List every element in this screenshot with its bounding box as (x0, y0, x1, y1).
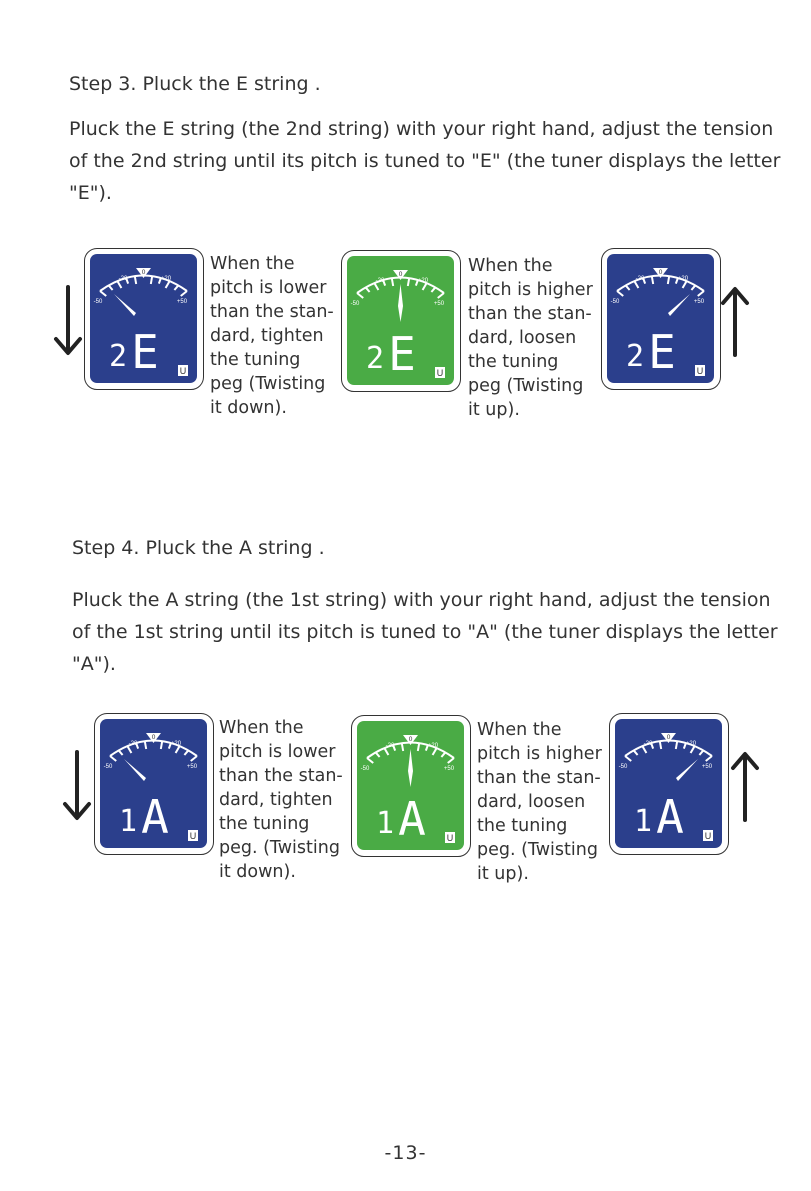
step4-paragraph-line-3: "A"). (72, 653, 116, 675)
scale-label-minus-fifty: -50 (103, 764, 113, 770)
step4-lower-line-6: peg. (Twisting (219, 838, 340, 858)
step3-higher-line-7: it up). (468, 400, 520, 420)
step4-lower-line-3: than the stan- (219, 766, 343, 786)
step3-higher-line-4: dard, loosen (468, 328, 577, 348)
scale-tick (418, 743, 419, 751)
scale-label-minus-fifty: -50 (360, 766, 370, 772)
note-letter: E (131, 325, 159, 379)
scale-tick (392, 278, 393, 286)
scale-label-minus-twenty: -20 (118, 276, 128, 282)
mode-label: U (436, 368, 444, 378)
scale-tick (660, 741, 661, 749)
mode-label: U (704, 831, 712, 841)
scale-center-label: 0 (408, 736, 413, 743)
step4-higher-line-4: dard, loosen (477, 792, 586, 812)
step3-higher-line-2: pitch is higher (468, 280, 593, 300)
step4-higher-line-1: When the (477, 720, 562, 740)
scale-label-minus-fifty: -50 (350, 301, 360, 307)
step4-paragraph (72, 584, 778, 680)
mode-label: U (179, 366, 187, 376)
arrow-down-icon (53, 285, 83, 357)
tuner-display-flat (84, 248, 204, 390)
mode-label: U (696, 366, 704, 376)
step3-lower-line-7: it down). (210, 398, 287, 418)
scale-tick (145, 741, 146, 749)
step3-paragraph (69, 113, 780, 209)
step4-lower-line-7: it down). (219, 862, 296, 882)
scale-label-plus-fifty: +50 (176, 299, 188, 305)
step3-lower-line-4: dard, tighten (210, 326, 324, 346)
arrow-down-icon (62, 750, 92, 822)
step3-heading: Step 3. Pluck the E string . (69, 73, 321, 95)
scale-label-minus-fifty: -50 (93, 299, 103, 305)
tuner-screen (607, 254, 714, 383)
scale-label-minus-twenty: -20 (385, 743, 395, 749)
scale-label-plus-twenty: +20 (685, 741, 697, 747)
page-number: -13- (384, 1142, 427, 1164)
tuner-display-sharp (609, 713, 729, 855)
step3-higher-line-3: than the stan- (468, 304, 592, 324)
step4-paragraph-line-2: of the 1st string until its pitch is tuned to "A" (the tuner displays the letter (72, 621, 778, 643)
scale-tick (652, 276, 653, 284)
tuner-display-sharp (601, 248, 721, 390)
scale-label-plus-twenty: +20 (427, 743, 439, 749)
note-letter: A (141, 790, 169, 844)
lower-pitch-instruction (210, 252, 334, 420)
string-number: 2 (365, 341, 385, 376)
scale-tick (668, 276, 669, 284)
string-number: 1 (375, 806, 395, 841)
scale-label-plus-twenty: +20 (160, 276, 172, 282)
tuner-screen (615, 719, 722, 848)
tuner-screen (100, 719, 207, 848)
step3-lower-line-5: the tuning (210, 350, 301, 370)
scale-label-plus-fifty: +50 (443, 766, 455, 772)
step3-higher-line-5: the tuning (468, 352, 559, 372)
step4-lower-line-5: the tuning (219, 814, 310, 834)
step3-paragraph-line-1: Pluck the E string (the 2nd string) with your right hand, adjust the tension (69, 118, 774, 140)
step3-paragraph-line-2: of the 2nd string until its pitch is tuned to "E" (the tuner displays the letter (69, 150, 781, 172)
scale-label-plus-twenty: +20 (677, 276, 689, 282)
scale-center-label: 0 (151, 734, 156, 741)
note-letter: E (648, 325, 676, 379)
step4-higher-line-2: pitch is higher (477, 744, 602, 764)
mode-label: U (446, 833, 454, 843)
step4-higher-line-3: than the stan- (477, 768, 601, 788)
scale-tick (402, 743, 403, 751)
step4-lower-line-1: When the (219, 718, 304, 738)
step3-paragraph-line-3: "E"). (69, 182, 112, 204)
scale-label-plus-fifty: +50 (693, 299, 705, 305)
scale-center-label: 0 (398, 271, 403, 278)
mode-label: U (189, 831, 197, 841)
note-letter: A (398, 792, 426, 846)
scale-tick (161, 741, 162, 749)
scale-tick (676, 741, 677, 749)
step4-heading: Step 4. Pluck the A string . (72, 537, 325, 559)
string-number: 1 (118, 804, 138, 839)
step3-higher-line-6: peg (Twisting (468, 376, 584, 396)
tuner-screen (347, 256, 454, 385)
step4-lower-line-4: dard, tighten (219, 790, 333, 810)
scale-label-minus-twenty: -20 (635, 276, 645, 282)
step3-lower-line-1: When the (210, 254, 295, 274)
scale-center-label: 0 (666, 734, 671, 741)
step4-higher-line-7: it up). (477, 864, 529, 884)
string-number: 2 (108, 339, 128, 374)
scale-label-plus-twenty: +20 (170, 741, 182, 747)
step4-higher-line-5: the tuning (477, 816, 568, 836)
step3-higher-line-1: When the (468, 256, 553, 276)
scale-center-label: 0 (141, 269, 146, 276)
scale-label-minus-twenty: -20 (128, 741, 138, 747)
scale-label-minus-fifty: -50 (610, 299, 620, 305)
scale-center-label: 0 (658, 269, 663, 276)
scale-label-plus-fifty: +50 (186, 764, 198, 770)
scale-tick (135, 276, 136, 284)
step3-lower-line-3: than the stan- (210, 302, 334, 322)
scale-label-plus-fifty: +50 (701, 764, 713, 770)
step4-lower-line-2: pitch is lower (219, 742, 336, 762)
step3-lower-line-2: pitch is lower (210, 278, 327, 298)
arrow-up-icon (720, 285, 750, 357)
scale-tick (408, 278, 409, 286)
string-number: 1 (633, 804, 653, 839)
scale-label-minus-twenty: -20 (375, 278, 385, 284)
higher-pitch-instruction (477, 718, 602, 886)
higher-pitch-instruction (468, 254, 593, 422)
scale-label-plus-fifty: +50 (433, 301, 445, 307)
step3-lower-line-6: peg (Twisting (210, 374, 326, 394)
arrow-up-icon (730, 750, 760, 822)
scale-tick (151, 276, 152, 284)
tuner-screen (90, 254, 197, 383)
note-letter: A (656, 790, 684, 844)
scale-label-minus-fifty: -50 (618, 764, 628, 770)
step4-paragraph-line-1: Pluck the A string (the 1st string) with your right hand, adjust the tension (72, 589, 771, 611)
tuner-screen (357, 721, 464, 850)
string-number: 2 (625, 339, 645, 374)
tuner-display-flat (94, 713, 214, 855)
step4-higher-line-6: peg. (Twisting (477, 840, 598, 860)
note-letter: E (388, 327, 416, 381)
tuner-display-in-tune (351, 715, 471, 857)
lower-pitch-instruction (219, 716, 343, 884)
tuner-display-in-tune (341, 250, 461, 392)
scale-label-minus-twenty: -20 (643, 741, 653, 747)
scale-label-plus-twenty: +20 (417, 278, 429, 284)
